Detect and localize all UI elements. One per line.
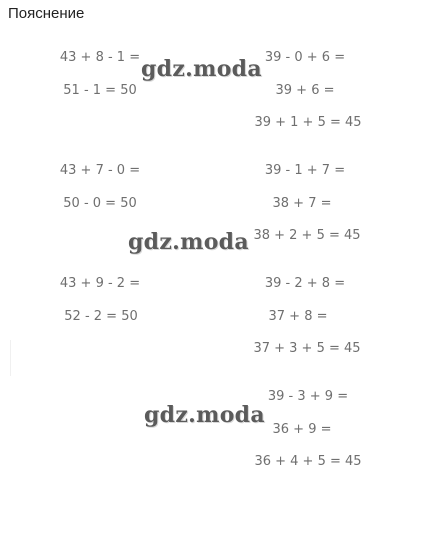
right-expression-2: 39 - 1 + 7 = <box>264 163 346 178</box>
watermark-1: gdz.moda <box>141 56 262 82</box>
left-expression-1: 43 + 8 - 1 = <box>59 50 141 65</box>
right-step-3: 37 + 8 = <box>268 309 328 324</box>
right-result-3: 37 + 3 + 5 = 45 <box>253 341 361 356</box>
section-heading: Пояснение <box>8 5 85 22</box>
right-result-4: 36 + 4 + 5 = 45 <box>254 454 362 469</box>
watermark-3: gdz.moda <box>144 402 265 428</box>
left-result-3: 52 - 2 = 50 <box>64 309 138 324</box>
left-expression-2: 43 + 7 - 0 = <box>59 163 141 178</box>
right-expression-1: 39 - 0 + 6 = <box>264 50 346 65</box>
right-result-2: 38 + 2 + 5 = 45 <box>253 228 361 243</box>
left-result-2: 50 - 0 = 50 <box>63 196 137 211</box>
right-step-1: 39 + 6 = <box>275 83 335 98</box>
left-result-1: 51 - 1 = 50 <box>63 83 137 98</box>
right-result-1: 39 + 1 + 5 = 45 <box>254 115 362 130</box>
right-step-2: 38 + 7 = <box>272 196 332 211</box>
right-step-4: 36 + 9 = <box>272 422 332 437</box>
left-expression-3: 43 + 9 - 2 = <box>59 276 141 291</box>
right-expression-3: 39 - 2 + 8 = <box>264 276 346 291</box>
scan-artifact-line <box>10 340 11 376</box>
watermark-2: gdz.moda <box>128 229 249 255</box>
right-expression-4: 39 - 3 + 9 = <box>267 389 349 404</box>
